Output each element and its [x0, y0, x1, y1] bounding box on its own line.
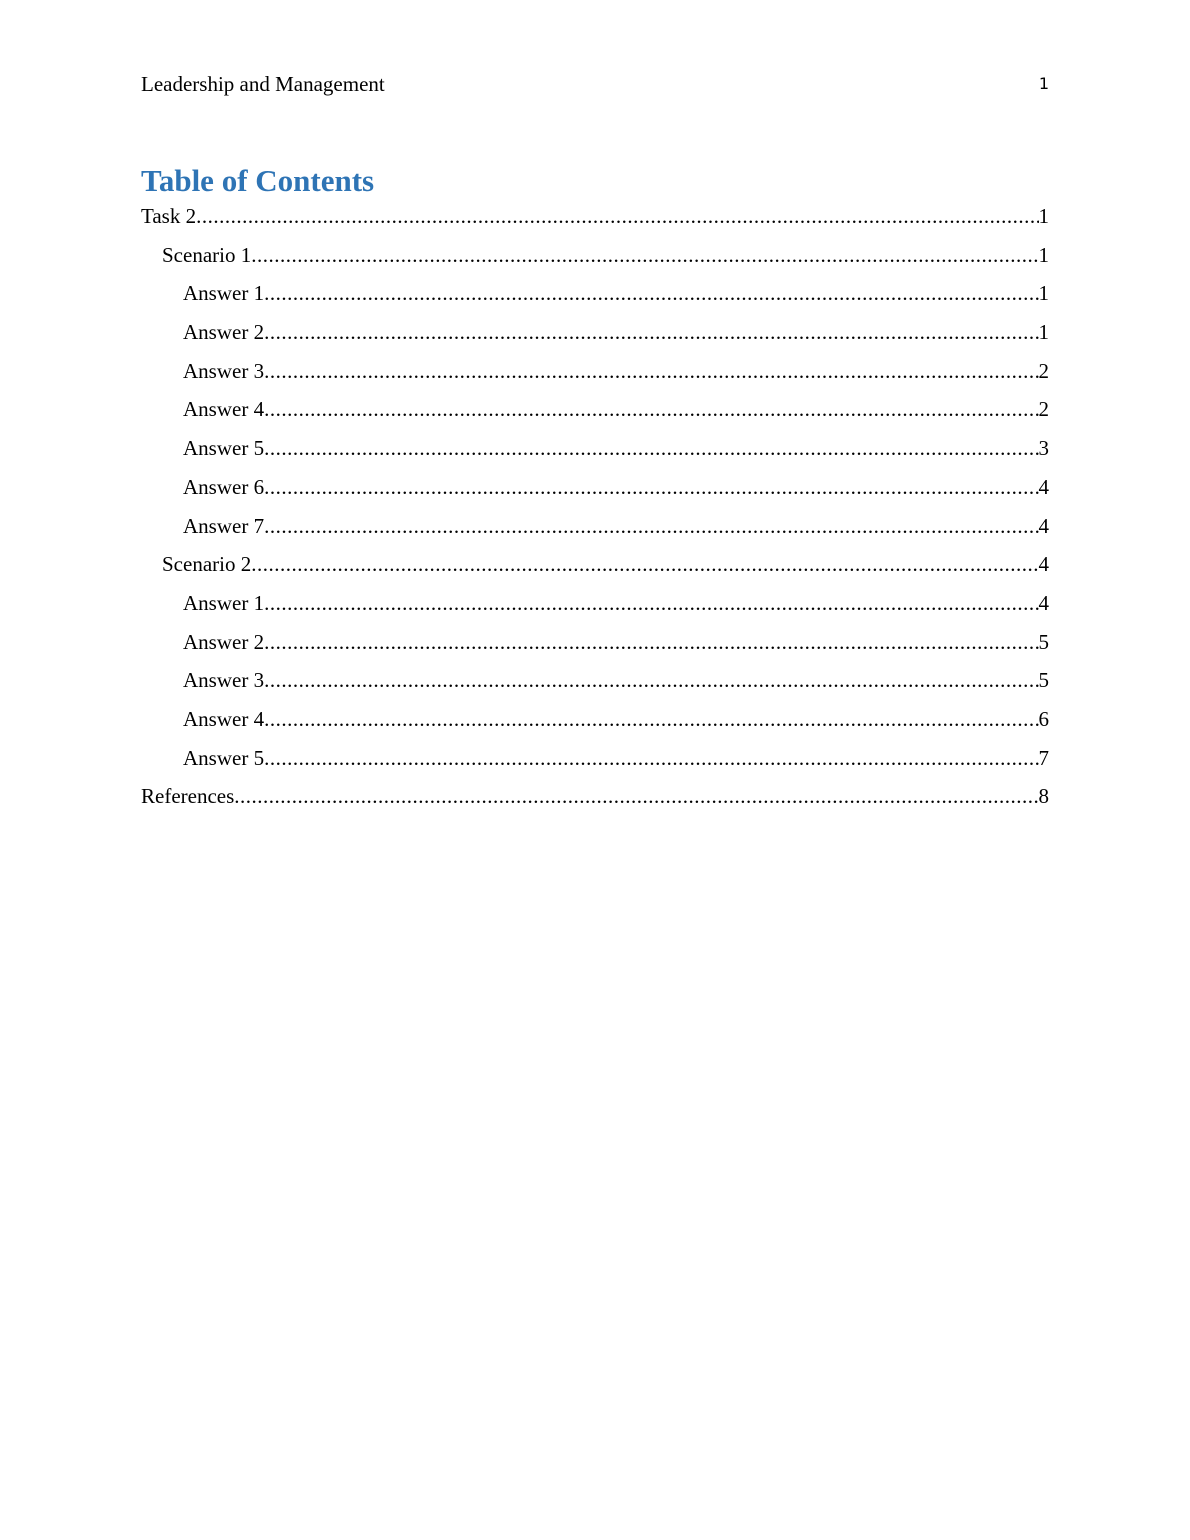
- toc-entry-label: Answer 5: [183, 745, 265, 770]
- toc-dot-leader: [264, 394, 1038, 424]
- toc-entry[interactable]: [141, 433, 1049, 472]
- toc-entry-page: 4: [1038, 552, 1049, 577]
- toc-entry-page: 2: [1038, 397, 1049, 422]
- running-header-title: Leadership and Management: [141, 72, 385, 96]
- toc-entry-label: Answer 6: [183, 474, 265, 499]
- toc-dot-leader: [264, 278, 1038, 308]
- toc-entry-page: 5: [1038, 668, 1049, 693]
- toc-entry-label: Answer 4: [183, 397, 265, 422]
- toc-entry[interactable]: [141, 781, 1049, 820]
- toc-entry-label: Answer 1: [183, 281, 265, 306]
- toc-entry[interactable]: [141, 472, 1049, 511]
- toc-entry[interactable]: [141, 588, 1049, 627]
- toc-entry-label: Answer 1: [183, 590, 265, 615]
- toc-entry[interactable]: [141, 240, 1049, 279]
- toc-entry-page: 1: [1038, 204, 1049, 228]
- toc-dot-leader: [264, 511, 1038, 541]
- toc-dot-leader: [264, 472, 1038, 502]
- toc-entry-page: 6: [1038, 706, 1049, 731]
- toc-entry[interactable]: [141, 511, 1049, 550]
- toc-dot-leader: [264, 665, 1038, 695]
- toc-entry[interactable]: [141, 704, 1049, 743]
- toc-entry[interactable]: [141, 665, 1049, 704]
- toc-entry-label: Answer 3: [183, 358, 265, 383]
- toc-dot-leader: [196, 201, 1038, 231]
- table-of-contents: [141, 201, 1049, 820]
- toc-dot-leader: [251, 549, 1038, 579]
- toc-dot-leader: [264, 317, 1038, 347]
- toc-dot-leader: [251, 240, 1038, 270]
- toc-entry[interactable]: [141, 549, 1049, 588]
- toc-heading: Table of Contents: [141, 163, 375, 198]
- toc-dot-leader: [264, 704, 1038, 734]
- toc-entry-label: Answer 2: [183, 629, 265, 654]
- toc-entry-page: 8: [1038, 784, 1049, 809]
- toc-dot-leader: [264, 433, 1038, 463]
- toc-entry-label: References: [141, 784, 235, 809]
- toc-entry-page: 4: [1038, 590, 1049, 615]
- toc-entry[interactable]: [141, 743, 1049, 782]
- toc-entry-label: Answer 5: [183, 436, 265, 461]
- toc-entry-label: Scenario 1: [162, 242, 252, 267]
- toc-entry-page: 1: [1038, 320, 1049, 345]
- toc-entry[interactable]: [141, 627, 1049, 666]
- toc-dot-leader: [264, 588, 1038, 618]
- toc-entry-label: Scenario 2: [162, 552, 252, 577]
- toc-entry-label: Task 2: [141, 204, 197, 228]
- toc-entry-page: 4: [1038, 474, 1049, 499]
- toc-entry[interactable]: [141, 356, 1049, 395]
- header-page-number: 1: [1038, 74, 1049, 93]
- toc-entry-label: Answer 4: [183, 706, 265, 731]
- toc-entry-page: 4: [1038, 513, 1049, 538]
- toc-dot-leader: [234, 781, 1038, 811]
- toc-entry-label: Answer 2: [183, 320, 265, 345]
- toc-entry-page: 2: [1038, 358, 1049, 383]
- toc-dot-leader: [264, 743, 1038, 773]
- toc-entry-label: Answer 7: [183, 513, 265, 538]
- toc-dot-leader: [264, 356, 1038, 386]
- toc-entry[interactable]: [141, 201, 1049, 240]
- toc-entry-label: Answer 3: [183, 668, 265, 693]
- toc-entry-page: 5: [1038, 629, 1049, 654]
- toc-entry-page: 1: [1038, 281, 1049, 306]
- toc-entry[interactable]: [141, 317, 1049, 356]
- toc-entry[interactable]: [141, 394, 1049, 433]
- toc-entry[interactable]: [141, 278, 1049, 317]
- toc-entry-page: 3: [1038, 436, 1049, 461]
- toc-entry-page: 7: [1038, 745, 1049, 770]
- toc-entry-page: 1: [1038, 242, 1049, 267]
- toc-dot-leader: [264, 627, 1038, 657]
